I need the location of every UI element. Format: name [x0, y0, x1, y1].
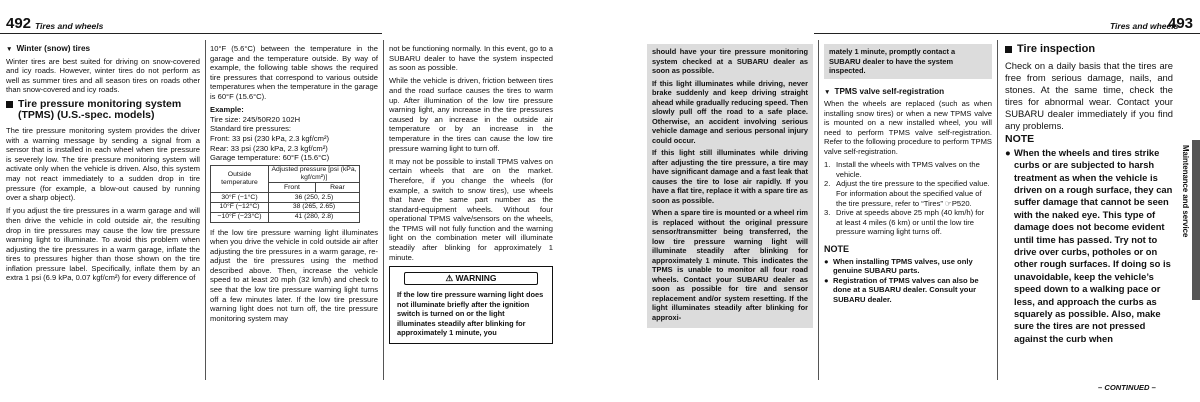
note-item: ● When the wheels and tires strike curbs or are subjected to harsh treatment as when the vehicle is driven on a rough surface, they can suffer damage that cannot be seen with the naked eye. This type of damage does not become evident until time has passed. Try not to drive over curbs, potholes or on other rough surfaces. If doing so is unavoidable, keep the vehicle’s speed down to a walking pace or less, and approach the curbs as squarely as possible. Also, make sure the tires are not pressed against the curb when — [1005, 146, 1173, 344]
table-cell: 36 (250, 2.5) — [269, 193, 360, 203]
garage-paragraph: 10°F (5.6°C) between the temperature in the garage and the temperature outside. By way of example, the following table shows the required tire pressures that correspond to various outside temperatures when the temperature in the garage is 60°F (15.6°C). — [210, 44, 378, 101]
left-column-1 — [6, 44, 200, 287]
square-bullet-icon — [1005, 46, 1012, 53]
triangle-icon: ▼ — [6, 46, 13, 53]
table-cell: 38 (265, 2.65) — [269, 202, 360, 212]
tpms-paragraph-1: The tire pressure monitoring system provides the driver with a warning message by sending a signal from a sensor that is installed in each wheel when tire pressure is severely low. The tire pressure monitoring system will activate only when the vehicle is driven. Also, this system may not react immediately to a sudden drop in tire pressure (for example, a blow-out caused by running over a sharp object). — [6, 125, 200, 203]
valve-paragraph: It may not be possible to install TPMS valves on certain wheels that are on the market. Therefore, if you change the wheels (for example, a switch to snow tires), use wheels that have the same part number as the standard-equipment wheels. Without four operational TPMS valve/sensors on the wheels, the TPMS will not fully function and the warning light on the combination meter will illuminate steadily after blinking for approximately 1 minute. — [389, 156, 553, 262]
column-divider — [383, 40, 384, 380]
left-column-3 — [389, 44, 553, 344]
note-label: NOTE — [1005, 133, 1035, 146]
side-tab-label: Maintenance and service — [1181, 145, 1190, 238]
warning-continued-2: If this light illuminates while driving, never brake suddenly and keep driving straight ahead while gradually reducing speed. Then slowly pull off the road to a safe place. Otherwise, an accident involving serious vehicle damage and serious personal injury could occur. — [652, 78, 808, 145]
column-divider — [997, 40, 998, 380]
left-column-2 — [210, 44, 378, 327]
right-column-1 — [647, 44, 813, 328]
table-header-outside: Outside temperature — [211, 165, 269, 192]
registration-text: When the wheels are replaced (such as when installing snow tires) or when a new TPMS valve is mounted on a new installed wheel, you will need to perform TPMS valve self-registration. Refer to the following procedure to perform TPMS valve self-registration. — [824, 99, 992, 157]
table-cell: −10°F (−23°C) — [211, 212, 269, 222]
header-title-right: Tires and wheels — [1110, 21, 1179, 31]
column-divider — [818, 40, 819, 380]
tire-size: Tire size: 245/50R20 102H — [210, 114, 301, 124]
tire-inspection-heading: Tire inspection — [1005, 44, 1173, 56]
warning-continued-1: should have your tire pressure monitoring system checked at a SUBARU dealer as soon as possible. — [652, 47, 808, 75]
table-cell: 30°F (−1°C) — [211, 193, 269, 203]
example-label: Example: — [210, 105, 244, 115]
column-divider — [205, 40, 206, 380]
tpms-heading: Tire pressure monitoring system (TPMS) (U.S.-spec. models) — [6, 99, 200, 122]
table-header-rear: Rear — [315, 183, 359, 193]
right-column-3 — [1005, 44, 1173, 345]
warning-box — [389, 266, 553, 344]
table-row — [211, 212, 360, 222]
warning-header: ⚠ WARNING — [404, 272, 538, 286]
pressure-table — [210, 165, 360, 223]
left-page — [0, 0, 556, 402]
tire-inspection-text: Check on a daily basis that the tires are free from serious damage, nails, and stones. At the same time, check the tires for abnormal wear. Contact your SUBARU dealer immediately if you find any problems. — [1005, 59, 1173, 131]
note-item: ● When installing TPMS valves, use only genuine SUBARU parts. — [824, 256, 973, 276]
list-item: 1. Install the wheels with TPMS valves on the vehicle. — [824, 160, 980, 179]
note-label: NOTE — [824, 244, 850, 254]
table-row — [211, 202, 360, 212]
gray-continued-box: mately 1 minute, promptly contact a SUBARU dealer to have the system inspected. — [824, 44, 992, 79]
table-header-adjusted: Adjusted pressure [psi (kPa, kgf/cm²)] — [269, 165, 360, 183]
continued-label: – CONTINUED – — [1098, 383, 1156, 392]
right-column-2 — [824, 44, 992, 305]
header-title-left: Tires and wheels — [35, 21, 104, 31]
garage-temperature: Garage temperature: 60°F (15.6°C) — [210, 153, 330, 163]
friction-paragraph: While the vehicle is driven, friction between tires and the road surface causes the tires to warm up. After illumination of the low tire pressure warning light, any increase in the tire pressures caused by an increase in the outside air temperature or by an increase in the temperature in the tires can cause the low tire pressure warning light to turn off. — [389, 76, 553, 153]
table-cell: 10°F (−12°C) — [211, 202, 269, 212]
note-item: ● Registration of TPMS valves can also be done at a SUBARU dealer. Consult your SUBARU dealer. — [824, 275, 979, 304]
table-header-front: Front — [269, 183, 316, 193]
warning-triangle-icon: ⚠ — [445, 272, 454, 283]
warning-continued-4: When a spare tire is mounted or a wheel rim is replaced without the original pressure sensor/transmitter being transferred, the low tire pressure warning light will illuminate steadily after blinking for approximately 1 minute. This indicates the TPMS is unable to monitor all four road wheels. Contact your SUBARU dealer as soon as possible for tire and sensor replacement and/or system resetting. If the light illuminates steadily after blinking for approxi- — [652, 208, 808, 322]
warning-text: If the low tire pressure warning light does not illuminate briefly after the ignition switch is turned on or the light illuminates steadily after blinking for approximately 1 minute, you — [394, 288, 548, 340]
standard-pressure-label: Standard tire pressures: — [210, 124, 292, 134]
list-item: 3. Drive at speeds above 25 mph (40 km/h) for at least 4 miles (6 km) or until the low tire pressure warning light turns off. — [824, 208, 985, 237]
side-tab — [1177, 145, 1199, 295]
square-bullet-icon — [6, 101, 13, 108]
warning-continued-box — [647, 44, 813, 328]
page-number-right: 493 — [1168, 15, 1194, 32]
low-pressure-paragraph: If the low tire pressure warning light illuminates when you drive the vehicle in cold outside air after adjusting the tire pressures in a warm garage, re-adjust the tire pressures using the method described above. Then, increase the vehicle speed to at least 20 mph (32 km/h) and check to see that the low tire pressure warning light turns off a few minutes later. If the low tire pressure warning light does not turn off, the tire pressure monitoring system may — [210, 227, 379, 323]
warning-continued-3: If this light still illuminates while driving after adjusting the tire pressure, a tire may have significant damage and a fast leak that causes the tire to lose air rapidly. If you have a flat tire, replace it with a spare tire as soon as possible. — [652, 148, 808, 205]
table-cell: 41 (280, 2.8) — [269, 212, 360, 222]
tpms-paragraph-2: If you adjust the tire pressures in a warm garage and will then drive the vehicle in cold outside air, the resulting drop in tire pressures may cause the low tire pressure warning light to illuminate. To avoid this problem when adjusting the tire pressures in a warm garage, inflate the tires to pressures higher than those shown on the tire inflation pressure label. Specifically, inflate them by an extra 1 psi (6.9 kPa, 0.07 kgf/cm²) for every difference of — [6, 206, 200, 283]
table-row — [211, 193, 360, 203]
page-number-left: 492 — [6, 15, 32, 32]
winter-heading: ▼ Winter (snow) tires — [6, 44, 91, 53]
bullet-icon: ● — [1005, 146, 1011, 158]
winter-text: Winter tires are best suited for driving on snow-covered and icy roads. However, winter tires do not perform as well as summer tires and all season tires on roads other than snow-covered and icy roads. — [6, 56, 200, 95]
triangle-icon: ▼ — [824, 88, 831, 96]
list-item: 2. Adjust the tire pressure to the specified value. For information about the specified value of the tire pressure, refer to “Tires” ☞P520. — [824, 179, 990, 208]
front-pressure: Front: 33 psi (230 kPa, 2.3 kgf/cm²) — [210, 133, 330, 143]
registration-heading: ▼ TPMS valve self-registration — [824, 86, 945, 96]
bullet-icon: ● — [824, 275, 829, 285]
bullet-icon: ● — [824, 256, 829, 266]
rear-pressure: Rear: 33 psi (230 kPa, 2.3 kgf/cm²) — [210, 143, 328, 153]
dealer-paragraph: not be functioning normally. In this event, go to a SUBARU dealer to have the system inspected as soon as possible. — [389, 44, 553, 73]
